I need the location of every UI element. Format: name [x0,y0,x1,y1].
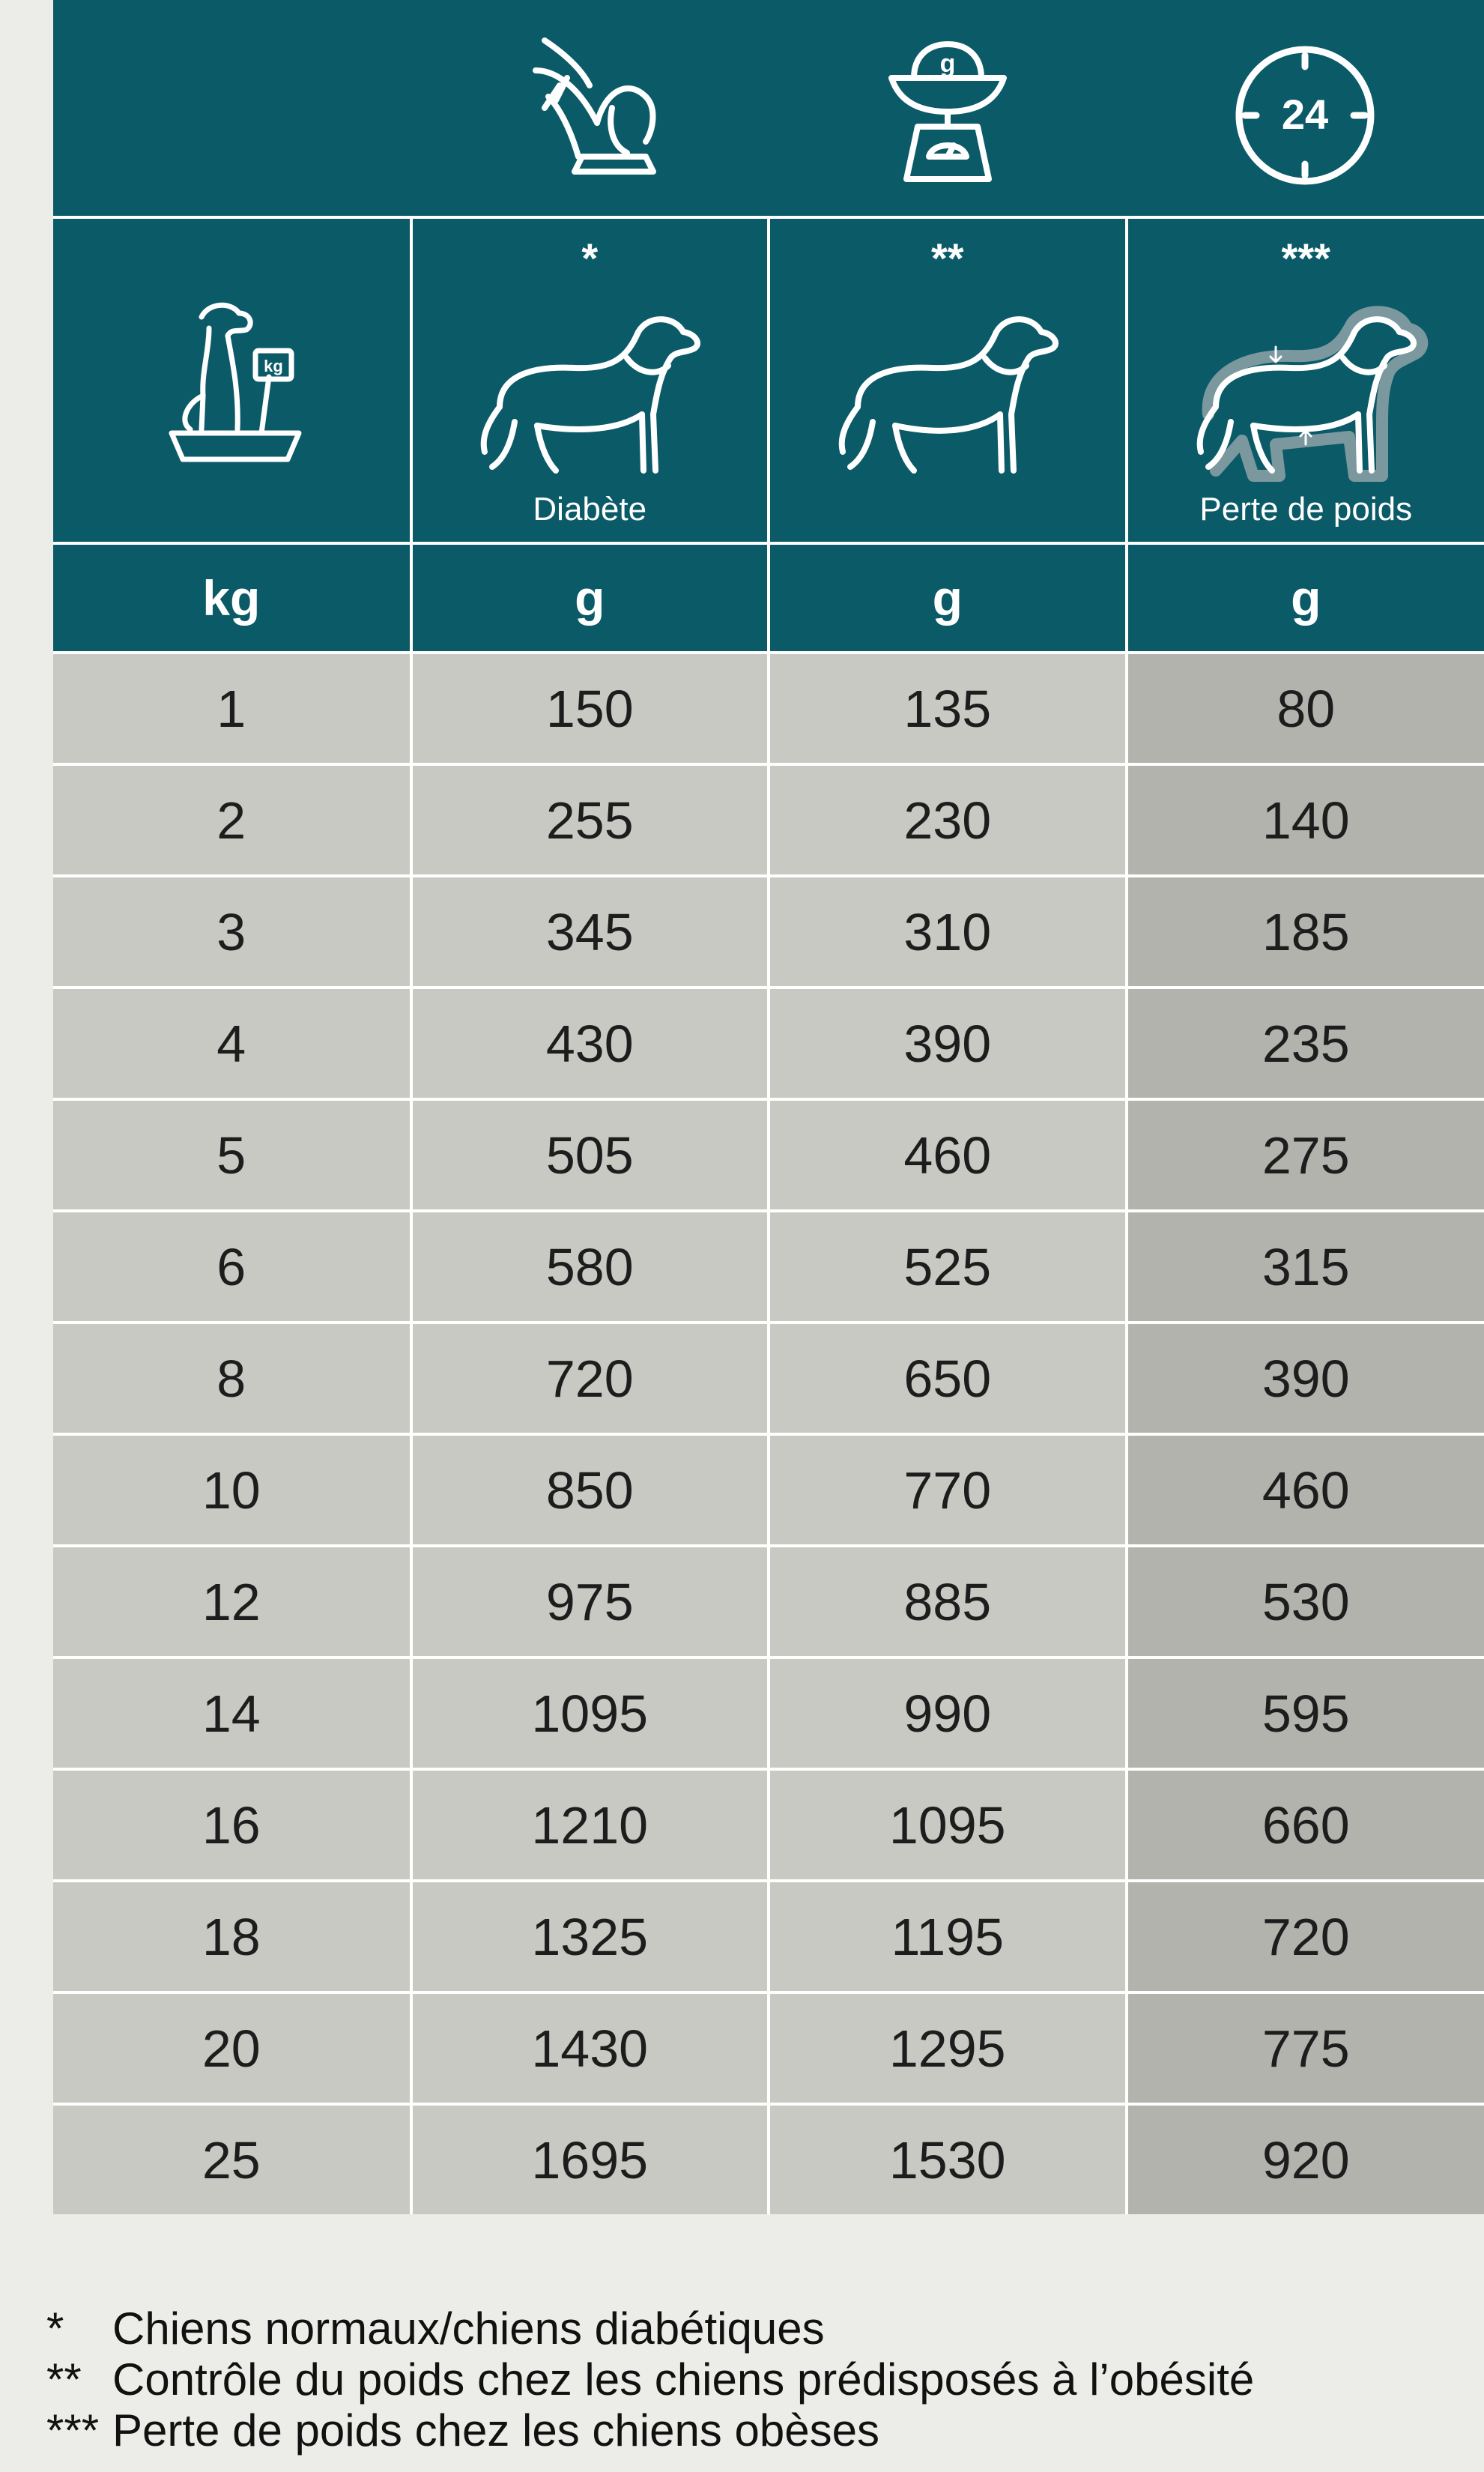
cell-weight-loss: 720 [1127,1881,1484,1992]
cell-diabetes: 1695 [411,2104,769,2214]
cell-weight-loss: 460 [1127,1434,1484,1546]
footnote [46,2405,1462,2456]
dog-icon [828,302,1067,489]
cell-diabetes: 430 [411,988,769,1099]
cell-diabetes: 580 [411,1211,769,1323]
scale-label: g [939,49,956,78]
cell-weight-loss: 185 [1127,876,1484,988]
cell-diabetes: 505 [411,1099,769,1211]
unit-weight: kg [53,543,411,653]
dog-icon [470,302,709,489]
cell-diabetes: 850 [411,1434,769,1546]
feeding-table [53,0,1484,2214]
footnotes [46,2303,1462,2456]
cell-weight-control: 390 [769,988,1127,1099]
cell-weight-control: 1295 [769,1992,1127,2104]
table-row [53,2104,1484,2214]
table-row [53,1099,1484,1211]
cell-weight-loss: 920 [1127,2104,1484,2214]
header-cell-clock [1127,0,1484,217]
table-row [53,764,1484,876]
cell-diabetes: 1325 [411,1881,769,1992]
cell-weight: 5 [53,1099,411,1211]
footnote-text: Chiens normaux/chiens diabétiques [112,2303,825,2354]
food-scale-icon [873,25,1023,190]
cell-weight: 20 [53,1992,411,2104]
cell-diabetes: 720 [411,1323,769,1434]
caption-weight-loss: Perte de poids [1199,491,1413,528]
header-icons-row [53,0,1484,217]
header-cell-weight-control [769,217,1127,543]
cell-diabetes: 255 [411,764,769,876]
table-row [53,1546,1484,1657]
footnote-text: Contrôle du poids chez les chiens prédisposés à l’obésité [112,2354,1255,2405]
stars-3: *** [1281,235,1330,282]
table-row [53,1992,1484,2104]
unit-weight-loss: g [1127,543,1484,653]
stars-1: * [581,235,599,282]
unit-diabetes: g [411,543,769,653]
footnote-text: Perte de poids chez les chiens obèses [112,2405,879,2456]
table-row [53,1769,1484,1881]
footnote-mark: *** [46,2405,100,2456]
cell-weight: 18 [53,1881,411,1992]
footnote [46,2303,1462,2354]
cell-weight-control: 990 [769,1657,1127,1769]
unit-weight-control: g [769,543,1127,653]
cell-diabetes: 345 [411,876,769,988]
cell-weight: 8 [53,1323,411,1434]
header-cell-scale [769,0,1127,217]
table-row [53,1323,1484,1434]
cell-weight-loss: 775 [1127,1992,1484,2104]
cell-weight-control: 525 [769,1211,1127,1323]
cell-weight: 3 [53,876,411,988]
cell-weight-control: 230 [769,764,1127,876]
cell-weight-loss: 140 [1127,764,1484,876]
cell-weight-loss: 390 [1127,1323,1484,1434]
table-row [53,1881,1484,1992]
cell-diabetes: 150 [411,653,769,764]
units-row [53,543,1484,653]
cell-weight-control: 1530 [769,2104,1127,2214]
cell-diabetes: 1430 [411,1992,769,2104]
cell-weight-control: 770 [769,1434,1127,1546]
header-cell-diabetes [411,217,769,543]
cell-weight: 12 [53,1546,411,1657]
cell-weight-loss: 80 [1127,653,1484,764]
table-row [53,653,1484,764]
cell-weight-loss: 530 [1127,1546,1484,1657]
footnote-mark: ** [46,2354,82,2405]
table-body [53,653,1484,2214]
cell-weight-loss: 235 [1127,988,1484,1099]
scale-tag: kg [263,356,283,375]
cell-weight-control: 1095 [769,1769,1127,1881]
table-row [53,1211,1484,1323]
cell-weight-control: 1195 [769,1881,1127,1992]
cell-weight: 16 [53,1769,411,1881]
cell-weight-control: 135 [769,653,1127,764]
cell-weight: 6 [53,1211,411,1323]
table-row [53,1657,1484,1769]
cell-weight-loss: 595 [1127,1657,1484,1769]
cell-weight: 2 [53,764,411,876]
cell-weight: 25 [53,2104,411,2214]
cell-weight-control: 460 [769,1099,1127,1211]
footnote [46,2354,1462,2405]
clock-24h-icon [1230,25,1380,190]
dog-on-scale-icon [157,291,306,471]
table-row [53,876,1484,988]
clock-label: 24 [1282,91,1329,138]
header-dogs-row [53,217,1484,543]
cell-weight: 14 [53,1657,411,1769]
cell-weight-control: 885 [769,1546,1127,1657]
table-row [53,988,1484,1099]
cell-weight-loss: 315 [1127,1211,1484,1323]
cell-diabetes: 1210 [411,1769,769,1881]
cell-weight-loss: 275 [1127,1099,1484,1211]
cell-weight-control: 310 [769,876,1127,988]
cell-weight-control: 650 [769,1323,1127,1434]
cell-weight: 4 [53,988,411,1099]
stars-2: ** [930,235,964,282]
cell-weight: 10 [53,1434,411,1546]
header-cell-weight [53,217,411,543]
header-cell-weight-loss [1127,217,1484,543]
overweight-dog-icon [1186,302,1426,489]
cell-diabetes: 975 [411,1546,769,1657]
header-empty-cell [53,0,411,217]
cell-diabetes: 1095 [411,1657,769,1769]
caption-diabetes: Diabète [533,491,647,528]
header-cell-eating [411,0,769,217]
dog-eating-icon [515,25,664,190]
cell-weight: 1 [53,653,411,764]
table-row [53,1434,1484,1546]
footnote-mark: * [46,2303,64,2354]
cell-weight-loss: 660 [1127,1769,1484,1881]
